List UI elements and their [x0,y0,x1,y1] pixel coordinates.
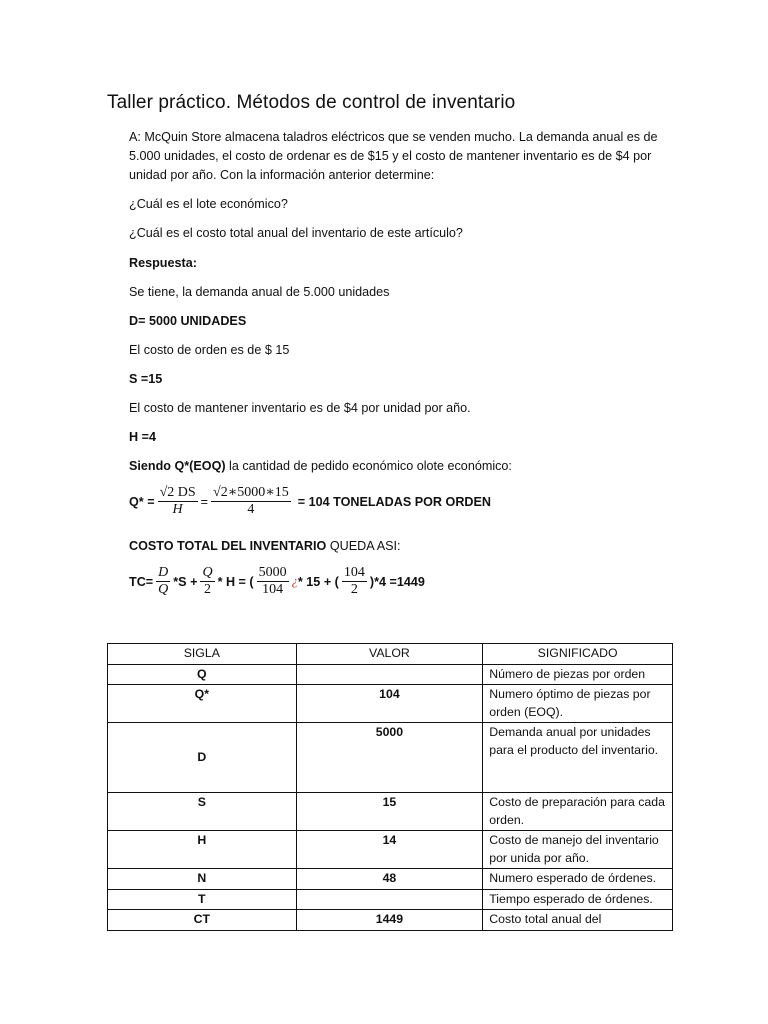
eoq-lhs: Q* = [129,494,155,509]
cell-valor: 5000 [296,723,483,793]
cell-sigla: Q* [108,685,297,723]
question-2: ¿Cuál es el costo total anual del inventario de este artículo? [129,226,463,240]
eoq-fraction-1 [158,485,198,518]
header-valor: VALOR [296,644,483,665]
tc-glyph: ¿ [291,574,298,588]
cell-significado: Numero esperado de órdenes. [483,869,673,890]
tc-f2-num: Q [202,565,213,580]
tc-fraction-1 [156,565,170,598]
tc-fraction-4 [342,565,367,598]
order-cost-line: El costo de orden es de $ 15 [129,343,290,357]
cell-valor: 48 [296,869,483,890]
eoq-f1-den: H [172,502,183,517]
eoq-intro [129,457,669,476]
eoq-f2-num: √2∗5000∗15 [213,485,289,500]
total-heading-bold: COSTO TOTAL DEL INVENTARIO [129,539,327,553]
table-row [108,910,673,931]
demand-line: Se tiene, la demanda anual de 5.000 unidades [129,285,390,299]
tc-f1-den: Q [158,582,169,597]
tc-term-4: )*4 =1449 [369,574,425,589]
eoq-intro-rest: la cantidad de pedido económico olote económico: [225,459,512,473]
eoq-equals: = [200,494,209,509]
h-value: H =4 [129,430,156,444]
s-value: S =15 [129,372,163,386]
cell-valor: 14 [296,831,483,869]
header-sigla: SIGLA [108,644,297,665]
tc-f3-den: 104 [262,582,284,597]
tc-term-1: *S + [173,574,198,589]
table-row [108,723,673,793]
tc-lhs: TC= [129,574,154,589]
cell-significado: Costo de manejo del inventario por unida por año. [483,831,673,869]
cell-valor: 15 [296,793,483,831]
eoq-result: = 104 TONELADAS POR ORDEN [297,494,492,509]
cell-significado: Tiempo esperado de órdenes. [483,889,673,910]
tc-f3-num: 5000 [258,565,287,580]
table-row [108,664,673,685]
total-heading-rest: QUEDA ASI: [326,539,401,553]
tc-fraction-2 [200,565,214,598]
cell-sigla: S [108,793,297,831]
cell-significado: Demanda anual por unidades para el producto del inventario. [483,723,673,793]
cell-significado: Numero óptimo de piezas por orden (EOQ). [483,685,673,723]
cell-sigla: D [108,723,297,793]
cell-sigla: T [108,889,297,910]
tc-f1-num: D [158,565,169,580]
tc-fraction-3 [257,565,289,598]
tc-term-2: * H = ( [217,574,254,589]
total-heading [129,537,669,556]
variables-table [107,643,673,931]
cell-valor [296,889,483,910]
holding-cost-line: El costo de mantener inventario es de $4 por unidad por año. [129,401,471,415]
cell-valor: 1449 [296,910,483,931]
cell-significado: Costo total anual del [483,910,673,931]
cell-sigla: H [108,831,297,869]
tc-f4-den: 2 [350,582,358,597]
d-value: D= 5000 UNIDADES [129,314,247,328]
eoq-fraction-2 [211,485,291,518]
cell-sigla: CT [108,910,297,931]
tc-f2-den: 2 [204,582,211,597]
header-significado: SIGNIFICADO [483,644,673,665]
page-title: Taller práctico. Métodos de control de inventario [107,92,516,113]
cell-valor: 104 [296,685,483,723]
table-row [108,793,673,831]
eoq-f2-den: 4 [247,502,255,517]
cell-significado: Número de piezas por orden [483,664,673,685]
question-1: ¿Cuál es el lote económico? [129,197,288,211]
tc-formula [129,565,425,598]
problem-statement: A: McQuin Store almacena taladros eléctricos que se venden mucho. La demanda anual es de 5.000 unidades, el costo de ordenar es de $15 y el costo de mantener inventario es de $4 por unidad por año. Con la información anterior determine: [129,130,658,182]
tc-f4-num: 104 [343,565,365,580]
eoq-f1-num: √2 DS [159,485,196,500]
cell-significado: Costo de preparación para cada orden. [483,793,673,831]
table-row [108,685,673,723]
table-header-row [108,644,673,665]
eoq-formula [129,485,491,518]
cell-sigla: N [108,869,297,890]
cell-valor [296,664,483,685]
respuesta-label: Respuesta: [129,256,197,270]
tc-term-3: * 15 + ( [297,574,339,589]
table-row [108,831,673,869]
cell-sigla: Q [108,664,297,685]
table-row [108,889,673,910]
table-row [108,869,673,890]
eoq-intro-bold: Siendo Q*(EOQ) [129,459,226,473]
